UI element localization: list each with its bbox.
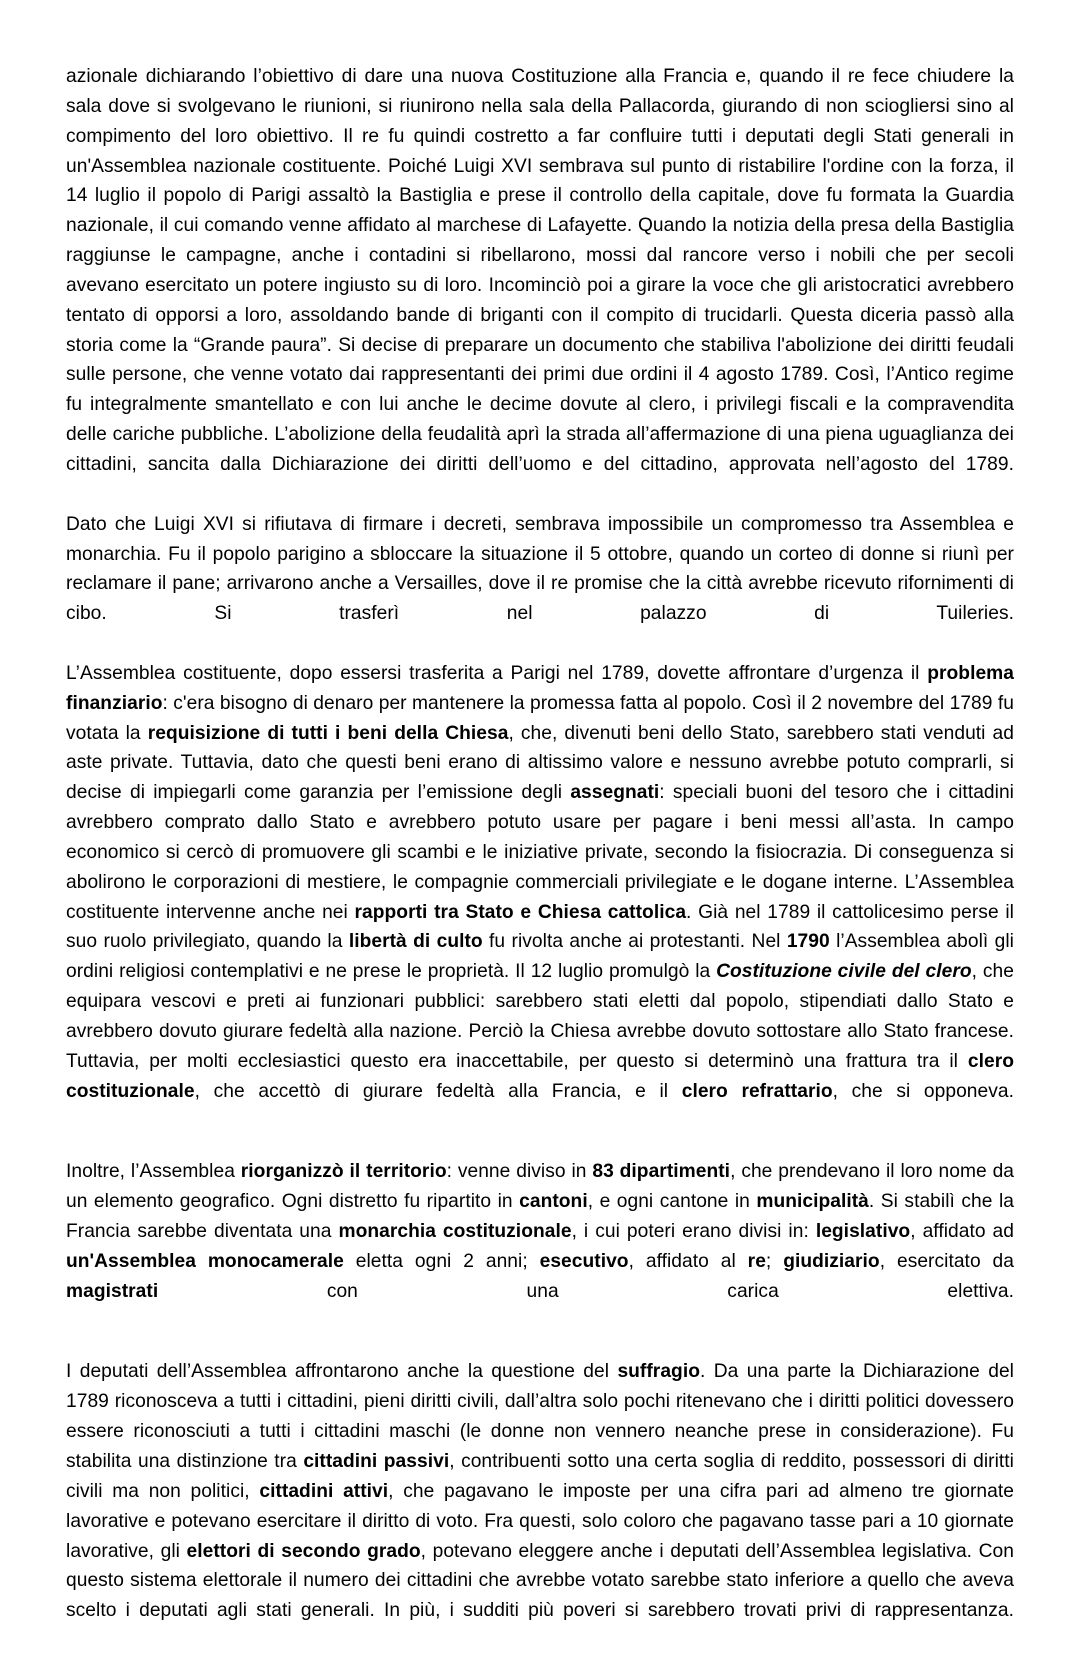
bold-text: giudiziario bbox=[783, 1250, 880, 1272]
body-text: eletta ogni 2 anni; bbox=[343, 1250, 540, 1272]
bold-text: municipalità bbox=[756, 1191, 869, 1213]
bold-text: elettori di secondo grado bbox=[186, 1540, 421, 1562]
bold-text: requisizione di tutti i beni della Chiesa bbox=[147, 722, 509, 744]
paragraph bbox=[66, 1157, 1014, 1336]
document-text-body bbox=[66, 62, 1014, 1656]
bold-text: cittadini passivi bbox=[303, 1450, 450, 1472]
bold-text: assegnati bbox=[570, 782, 660, 804]
body-text: con una carica elettiva. bbox=[158, 1280, 1014, 1302]
bold-text: suffragio bbox=[617, 1361, 700, 1383]
bold-text: esecutivo bbox=[539, 1250, 629, 1272]
bold-text: riorganizzò il territorio bbox=[240, 1161, 447, 1183]
body-text: ; bbox=[765, 1250, 784, 1272]
bold-text: 1790 bbox=[786, 931, 830, 953]
body-text: fu rivolta anche ai protestanti. Nel bbox=[482, 931, 787, 953]
body-text: : c'era bisogno di denaro per mantenere la promessa fatta al popolo. Così il 2 novembre del 1789 fu votata la bbox=[66, 692, 1014, 744]
body-text: l’Assemblea abolì gli ordini religiosi contemplativi e ne prese le proprietà. Il 12 luglio promulgò la bbox=[66, 931, 1014, 983]
bold-text: re bbox=[747, 1250, 766, 1272]
body-text: I deputati dell’Assemblea affrontarono anche la questione del bbox=[66, 1361, 618, 1383]
bold-italic-text: Costituzione civile del clero bbox=[716, 961, 972, 983]
bold-text: monarchia costituzionale bbox=[338, 1221, 572, 1243]
body-text: Dato che Luigi XVI si rifiutava di firmare i decreti, sembrava impossibile un compromesso tra Assemblea e monarchia. Fu il popolo parigino a sbloccare la situazione il 5 ottobre, quando un corteo di donne si riunì per reclamare il pane; arrivarono anche a Versailles, dove il re promise che la città avrebbe ricevuto rifornimenti di cibo. Si trasferì nel palazzo di Tuileries. bbox=[66, 513, 1014, 625]
body-text: , che pagavano le imposte per una cifra pari ad almeno tre giornate lavorative e potevano esercitare il diritto di voto. Fra questi, solo coloro che pagavano tasse pari a 10 giornate lavorative, gli bbox=[66, 1480, 1014, 1562]
body-text: Inoltre, l’Assemblea bbox=[66, 1161, 241, 1183]
bold-text: problema finanziario bbox=[66, 662, 1014, 714]
body-text: , che accettò di giurare fedeltà alla Francia, e il bbox=[194, 1080, 682, 1102]
paragraph bbox=[66, 510, 1014, 659]
body-text: , contribuenti sotto una certa soglia di reddito, possessori di diritti civili ma non politici, bbox=[66, 1450, 1014, 1502]
body-text: azionale dichiarando l’obiettivo di dare una nuova Costituzione alla Francia e, quando il re fece chiudere la sala dove si svolgevano le riunioni, si riunirono nella sala della Pallacorda, giurando di non sciogliersi sino al compimento del loro obiettivo. Il re fu quindi costretto a far confluire tutti i deputati degli Stati generali in un'Assemblea nazionale costituente. Poiché Luigi XVI sembrava sul punto di ristabilire l'ordine con la forza, il 14 luglio il popolo di Parigi assaltò la Bastiglia e prese il controllo della capitale, dove fu formata la Guardia nazionale, il cui comando venne affidato al marchese di Lafayette. Quando la notizia della presa della Bastiglia raggiunse le campagne, anche i contadini si ribellarono, mossi dal rancore verso i nobili che per secoli avevano esercitato un potere ingiusto su di loro. Incominciò poi a girare la voce che gli aristocratici avrebbero tentato di opporsi a loro, assoldando bande di briganti con il compito di trucidarli. Questa diceria passò alla storia come la “Grande paura”. Si decise di preparare un documento che stabiliva l'abolizione dei diritti feudali sulle persone, che venne votato dai rappresentanti dei primi due ordini il 4 agosto 1789. Così, l’Antico regime fu integralmente smantellato e con lui anche le decime dovute al clero, i privilegi fiscali e la compravendita delle cariche pubbliche. L’abolizione della feudalità aprì la strada all’affermazione di una piena uguaglianza dei cittadini, sancita dalla Dichiarazione dei diritti dell’uomo e del cittadino, approvata nell’agosto del 1789. bbox=[66, 66, 1014, 475]
body-text: , i cui poteri erano divisi in: bbox=[571, 1221, 816, 1243]
body-text: L’Assemblea costituente, dopo essersi trasferita a Parigi nel 1789, dovette affrontare d’urgenza il bbox=[66, 662, 928, 684]
body-text: : venne diviso in bbox=[446, 1161, 593, 1183]
bold-text: cantoni bbox=[519, 1191, 588, 1213]
body-text: , che si opponeva. bbox=[832, 1080, 1014, 1102]
body-text: , che, divenuti beni dello Stato, sarebbero stati venduti ad aste private. Tuttavia, dato che questi beni erano di altissimo valore e nessuno avrebbe potuto comprarli, si decise di impiegarli come garanzia per l’emissione degli bbox=[66, 722, 1014, 804]
paragraph bbox=[66, 659, 1014, 1137]
bold-text: magistrati bbox=[66, 1280, 159, 1302]
bold-text: 83 dipartimenti bbox=[592, 1161, 731, 1183]
body-text: , che equipara vescovi e preti ai funzionari pubblici: sarebbero stati eletti dal popolo, stipendiati dallo Stato e avrebbero dovuto giurare fedeltà alla nazione. Perciò la Chiesa avrebbe dovuto sottostare allo Stato francese. Tuttavia, per molti ecclesiastici questo era inaccettabile, per questo si determinò una frattura tra il bbox=[66, 961, 1014, 1072]
body-text: , che prendevano il loro nome da un elemento geografico. Ogni distretto fu ripartito in bbox=[66, 1161, 1015, 1213]
body-text: . Si stabilì che la Francia sarebbe diventata una bbox=[66, 1191, 1014, 1243]
bold-text: rapporti tra Stato e Chiesa cattolica bbox=[354, 901, 687, 923]
body-text: . Già nel 1789 il cattolicesimo perse il suo ruolo privilegiato, quando la bbox=[66, 901, 1014, 953]
body-text: , potevano eleggere anche i deputati dell’Assemblea legislativa. Con questo sistema elettorale il numero dei cittadini che avrebbe votato sarebbe stato inferiore a quello che aveva scelto i deputati agli stati generali. In più, i sudditi più poveri si sarebbero trovati privi di rappresentanza. bbox=[66, 1540, 1014, 1622]
body-text: , e ogni cantone in bbox=[587, 1191, 757, 1213]
body-text: , esercitato da bbox=[879, 1250, 1014, 1272]
bold-text: libertà di culto bbox=[348, 931, 483, 953]
bold-text: clero costituzionale bbox=[66, 1050, 1014, 1102]
bold-text: clero refrattario bbox=[681, 1080, 833, 1102]
bold-text: cittadini attivi bbox=[259, 1480, 389, 1502]
paragraph bbox=[66, 1357, 1014, 1655]
body-text: : speciali buoni del tesoro che i cittadini avrebbero comprato dallo Stato e avrebbero potuto usare per pagare i beni messi all’asta. In campo economico si cercò di promuovere gli scambi e le iniziative private, secondo la fisiocrazia. Di conseguenza si abolirono le corporazioni di mestiere, le compagnie commerciali privilegiate e le dogane interne. L’Assemblea costituente intervenne anche nei bbox=[66, 782, 1014, 923]
body-text: . Da una parte la Dichiarazione del 1789 riconosceva a tutti i cittadini, pieni diritti civili, dall’altra solo pochi ritenevano che i diritti politici dovessero essere riconosciuti a tutti i cittadini maschi (le donne non vennero neanche prese in considerazione). Fu stabilita una distinzione tra bbox=[66, 1361, 1014, 1472]
paragraph bbox=[66, 62, 1014, 510]
body-text: , affidato al bbox=[628, 1250, 748, 1272]
bold-text: legislativo bbox=[815, 1221, 911, 1243]
body-text: , affidato ad bbox=[910, 1221, 1014, 1243]
bold-text: un'Assemblea monocamerale bbox=[66, 1250, 344, 1272]
